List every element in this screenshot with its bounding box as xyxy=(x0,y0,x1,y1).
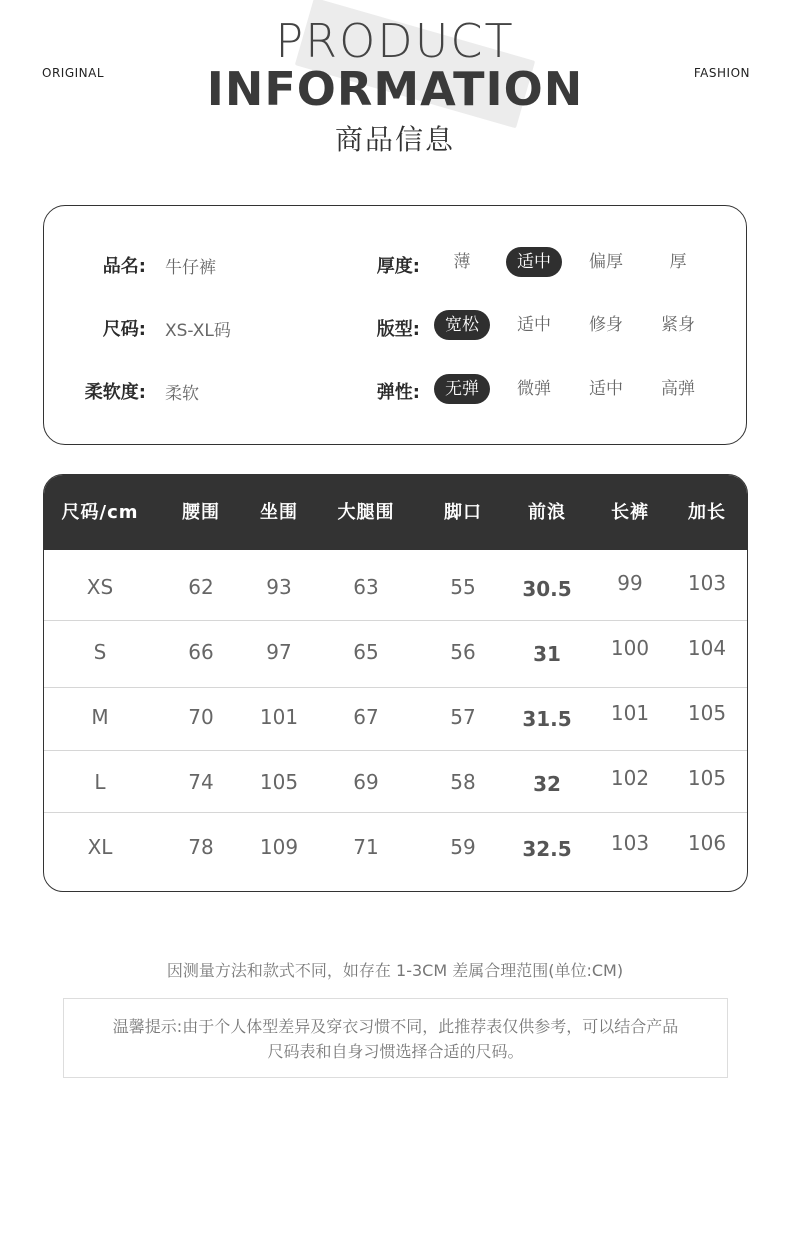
table-cell: 103 xyxy=(687,571,727,595)
elasticity-label: 弹性: xyxy=(376,382,420,403)
table-cell: 102 xyxy=(610,766,650,790)
row-divider xyxy=(44,687,747,688)
size-cell: XS xyxy=(86,575,114,599)
table-cell: 78 xyxy=(188,835,214,859)
table-cell: 58 xyxy=(450,770,476,794)
size-label: 尺码: xyxy=(102,319,146,340)
table-cell: 99 xyxy=(617,571,643,595)
fit-option: 适中 xyxy=(517,315,551,335)
fashion-label: FASHION xyxy=(693,66,750,80)
table-header xyxy=(44,475,747,550)
elasticity-option: 无弹 xyxy=(434,374,490,404)
thickness-option: 厚 xyxy=(669,252,687,272)
fit-option: 修身 xyxy=(589,315,623,335)
size-cell: S xyxy=(93,640,107,664)
table-cell: 104 xyxy=(687,636,727,660)
table-cell: 57 xyxy=(450,705,476,729)
table-cell: 30.5 xyxy=(522,577,572,601)
fit-option: 宽松 xyxy=(434,310,490,340)
elasticity-option: 高弹 xyxy=(661,379,695,399)
column-header: 前浪 xyxy=(528,502,566,523)
table-cell: 101 xyxy=(610,701,650,725)
table-cell: 63 xyxy=(353,575,379,599)
table-cell: 65 xyxy=(353,640,379,664)
thickness-option: 偏厚 xyxy=(589,252,623,272)
tip-box xyxy=(63,998,728,1078)
table-cell: 59 xyxy=(450,835,476,859)
measurement-note: 因测量方法和款式不同，如存在 1-3CM 差属合理范围(单位:CM) xyxy=(166,961,624,980)
table-cell: 106 xyxy=(687,831,727,855)
table-cell: 55 xyxy=(450,575,476,599)
size-cell: XL xyxy=(87,835,113,859)
elasticity-option: 适中 xyxy=(589,379,623,399)
column-header: 尺码/cm xyxy=(61,502,139,523)
table-cell: 66 xyxy=(188,640,214,664)
fit-option: 紧身 xyxy=(661,315,695,335)
name-value: 牛仔裤 xyxy=(165,258,216,278)
table-cell: 56 xyxy=(450,640,476,664)
softness-value: 柔软 xyxy=(165,384,199,404)
column-header: 长裤 xyxy=(611,502,649,523)
original-label: ORIGINAL xyxy=(42,66,105,80)
size-table xyxy=(43,474,748,892)
softness-label: 柔软度: xyxy=(84,382,146,403)
fit-label: 版型: xyxy=(376,319,420,340)
table-cell: 74 xyxy=(188,770,214,794)
title-chinese: 商品信息 xyxy=(334,123,455,156)
table-cell: 105 xyxy=(687,766,727,790)
table-cell: 93 xyxy=(266,575,292,599)
table-cell: 101 xyxy=(259,705,299,729)
size-value: XS-XL码 xyxy=(165,321,231,341)
table-cell: 67 xyxy=(353,705,379,729)
size-cell: L xyxy=(94,770,106,794)
tip-line-1: 温馨提示:由于个人体型差异及穿衣习惯不同，此推荐表仅供参考，可以结合产品 xyxy=(112,1017,679,1036)
title-information: INFORMATION xyxy=(206,62,584,116)
column-header: 腰围 xyxy=(182,502,220,523)
table-cell: 70 xyxy=(188,705,214,729)
table-cell: 32 xyxy=(533,772,561,796)
thickness-option: 适中 xyxy=(506,247,562,277)
table-cell: 32.5 xyxy=(522,837,572,861)
tip-line-2: 尺码表和自身习惯选择合适的尺码。 xyxy=(267,1042,524,1061)
thickness-option: 薄 xyxy=(453,252,471,272)
thickness-label: 厚度: xyxy=(376,256,420,277)
table-cell: 31 xyxy=(533,642,561,666)
row-divider xyxy=(44,812,747,813)
column-header: 加长 xyxy=(688,502,726,523)
table-cell: 31.5 xyxy=(522,707,572,731)
table-cell: 97 xyxy=(266,640,292,664)
size-cell: M xyxy=(91,705,109,729)
row-divider xyxy=(44,620,747,621)
column-header: 坐围 xyxy=(260,502,298,523)
table-cell: 71 xyxy=(353,835,379,859)
elasticity-option: 微弹 xyxy=(517,379,551,399)
table-cell: 100 xyxy=(610,636,650,660)
column-header: 大腿围 xyxy=(337,502,395,523)
table-cell: 109 xyxy=(259,835,299,859)
table-cell: 103 xyxy=(610,831,650,855)
row-divider xyxy=(44,750,747,751)
table-cell: 62 xyxy=(188,575,214,599)
column-header: 脚口 xyxy=(444,502,482,523)
table-cell: 105 xyxy=(259,770,299,794)
title-product: PRODUCT xyxy=(275,14,515,68)
table-cell: 69 xyxy=(353,770,379,794)
name-label: 品名: xyxy=(102,256,146,277)
table-cell: 105 xyxy=(687,701,727,725)
